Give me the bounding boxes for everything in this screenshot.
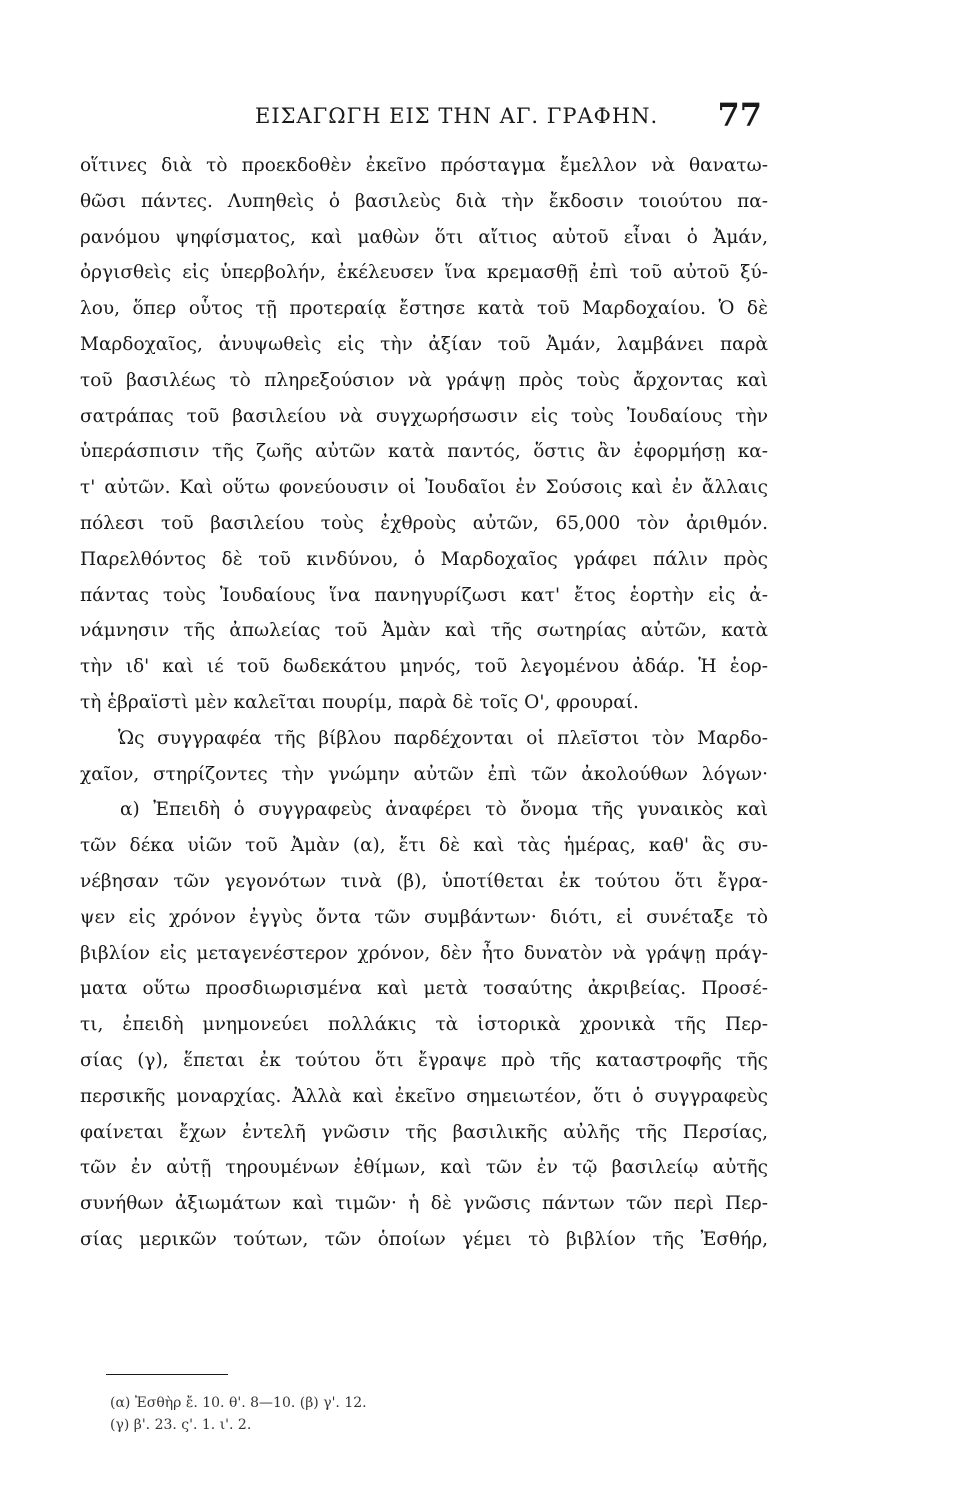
text-line: Παρελθόντος δὲ τοῦ κινδύνου, ὁ Μαρδοχαῖος γράφει πάλιν πρὸς [80,548,768,570]
text-line: τῶν ἐν αὐτῇ τηρουμένων ἐθίμων, καὶ τῶν ἐν τῷ βασιλείῳ αὐτῆς [80,1157,768,1179]
text-line: τὴ ἑβραϊστὶ μὲν καλεῖται πουρίμ, παρὰ δὲ τοῖς Ο', φρουραί. [80,691,639,713]
text-line: ὀργισθεὶς εἰς ὑπερβολήν, ἐκέλευσεν ἵνα κρεμασθῇ ἐπὶ τοῦ αὐτοῦ ξύ- [80,262,768,284]
text-line: ρανόμου ψηφίσματος, καὶ μαθὼν ὅτι αἴτιος αὐτοῦ εἶναι ὁ Ἀμάν, [80,226,768,248]
text-line: συνήθων ἀξιωμάτων καὶ τιμῶν· ἡ δὲ γνῶσις πάντων τῶν περὶ Περ- [80,1193,768,1215]
footnote: (α) Ἐσθὴρ ἔ. 10. θ'. 8—10. (β) γ'. 12. [110,1395,367,1411]
footnote-rule [106,1374,228,1375]
text-line: σίας (γ), ἕπεται ἐκ τούτου ὅτι ἔγραψε πρὸ τῆς καταστροφῆς τῆς [80,1049,768,1071]
text-line: περσικῆς μοναρχίας. Ἀλλὰ καὶ ἐκεῖνο σημειωτέον, ὅτι ὁ συγγραφεὺς [80,1085,768,1107]
text-line: τι, ἐπειδὴ μνημονεύει πολλάκις τὰ ἱστορικὰ χρονικὰ τῆς Περ- [80,1014,768,1036]
text-line: θῶσι πάντες. Λυπηθεὶς ὁ βασιλεὺς διὰ τὴν ἔκδοσιν τοιούτου πα- [80,190,768,212]
text-line: λου, ὅπερ οὗτος τῇ προτεραίᾳ ἔστησε κατὰ τοῦ Μαρδοχαίου. Ὁ δὲ [80,298,768,320]
footnotes [110,1392,367,1436]
text-line: βιβλίον εἰς μεταγενέστερον χρόνον, δὲν ἦτο δυνατὸν νὰ γράψῃ πράγ- [80,942,768,964]
text-line: α) Ἐπειδὴ ὁ συγγραφεὺς ἀναφέρει τὸ ὄνομα τῆς γυναικὸς καὶ [120,799,768,821]
text-line: τὴν ιδ' καὶ ιέ τοῦ δωδεκάτου μηνός, τοῦ λεγομένου ἀδάρ. Ἡ ἑορ- [80,656,768,678]
text-line: Μαρδοχαῖος, ἀνυψωθεὶς εἰς τὴν ἀξίαν τοῦ Ἀμάν, λαμβάνει παρὰ [80,333,768,355]
text-line: σίας μερικῶν τούτων, τῶν ὁποίων γέμει τὸ βιβλίον τῆς Ἐσθήρ, [80,1228,768,1250]
text-line: Ὡς συγγραφέα τῆς βίβλου παρδέχονται οἱ πλεῖστοι τὸν Μαρδο- [118,727,768,749]
text-line: τοῦ βασιλέως τὸ πληρεξούσιον νὰ γράψῃ πρὸς τοὺς ἄρχοντας καὶ [80,369,768,391]
footnote: (γ) β'. 23. ς'. 1. ι'. 2. [110,1417,252,1433]
page-number: 77 [717,96,762,134]
text-line: ὑπεράσπισιν τῆς ζωῆς αὐτῶν κατὰ παντός, ὅστις ἂν ἐφορμήσῃ κα- [80,441,768,463]
text-line: φαίνεται ἔχων ἐντελῆ γνῶσιν τῆς βασιλικῆς αὐλῆς τῆς Περσίας, [80,1121,768,1143]
page-header [80,96,770,136]
text-line: σατράπας τοῦ βασιλείου νὰ συγχωρήσωσιν εἰς τοὺς Ἰουδαίους τὴν [80,405,768,427]
text-line: χαῖον, στηρίζοντες τὴν γνώμην αὐτῶν ἐπὶ τῶν ἀκολούθων λόγων· [80,763,768,785]
body-text [80,148,768,1258]
text-line: ψεν εἰς χρόνον ἐγγὺς ὄντα τῶν συμβάντων· διότι, εἰ συνέταξε τὸ [80,906,768,928]
text-line: νάμνησιν τῆς ἀπωλείας τοῦ Ἀμὰν καὶ τῆς σωτηρίας αὐτῶν, κατὰ [80,620,768,642]
running-title: ΕΙΣΑΓΩΓΗ ΕΙΣ ΤΗΝ ΑΓ. ΓΡΑΦΗΝ. [255,104,659,128]
text-line: πόλεσι τοῦ βασιλείου τοὺς ἐχθροὺς αὐτῶν, 65,000 τὸν ἀριθμόν. [80,512,768,534]
text-line: νέβησαν τῶν γεγονότων τινὰ (β), ὑποτίθεται ἐκ τούτου ὅτι ἔγρα- [80,870,768,892]
text-line: πάντας τοὺς Ἰουδαίους ἵνα πανηγυρίζωσι κατ' ἔτος ἑορτὴν εἰς ἀ- [80,584,768,606]
text-line: τῶν δέκα υἱῶν τοῦ Ἀμὰν (α), ἔτι δὲ καὶ τὰς ἡμέρας, καθ' ἃς συ- [80,835,768,857]
text-line: οἵτινες διὰ τὸ προεκδοθὲν ἐκεῖνο πρόσταγμα ἔμελλον νὰ θανατω- [80,155,768,176]
text-line: ματα οὕτω προσδιωρισμένα καὶ μετὰ τοσαύτης ἀκριβείας. Προσέ- [80,978,768,1000]
text-line: τ' αὐτῶν. Καὶ οὕτω φονεύουσιν οἱ Ἰουδαῖοι ἐν Σούσοις καὶ ἐν ἄλλαις [80,477,768,499]
